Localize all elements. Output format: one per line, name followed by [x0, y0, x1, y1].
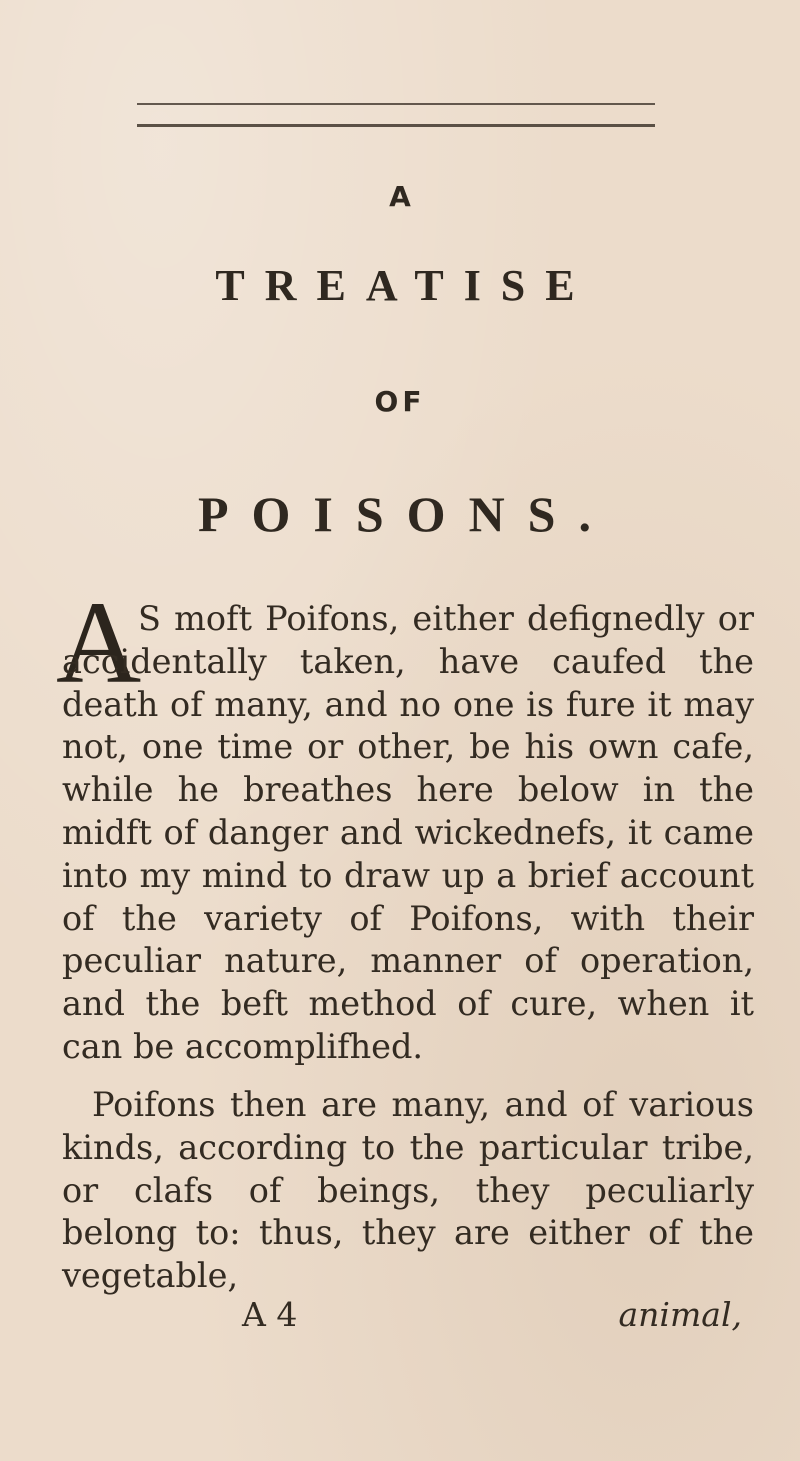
paragraph-1: S moft Poifons, either defignedly or accidentally taken, have caufed the death of many, and no one is fure it may not, one time or other, be his own cafe, while he breathes here below in the midft of danger and wickednefs, it came into my mind to draw up a brief account of the variety of Poifons, with their peculiar nature, manner of operation, and the beft method of cure, when it can be accomplifhed. [62, 599, 754, 1066]
page-footer [0, 1295, 800, 1345]
title-article: A [389, 180, 411, 213]
signature-mark: A 4 [242, 1295, 298, 1334]
catchword: animal, [618, 1295, 742, 1334]
title-poisons: POISONS. [197, 486, 614, 542]
drop-cap: A [56, 577, 142, 708]
header-rule-thin [137, 103, 655, 105]
header-rule-thick [137, 124, 655, 127]
paragraph-2: Poifons then are many, and of various kinds, according to the particular tribe, or clafs of beings, they peculiarly belong to: thus, they are either of the vegetable, [62, 1085, 754, 1296]
title-treatise: TREATISE [215, 261, 595, 310]
title-of: OF [374, 385, 426, 418]
